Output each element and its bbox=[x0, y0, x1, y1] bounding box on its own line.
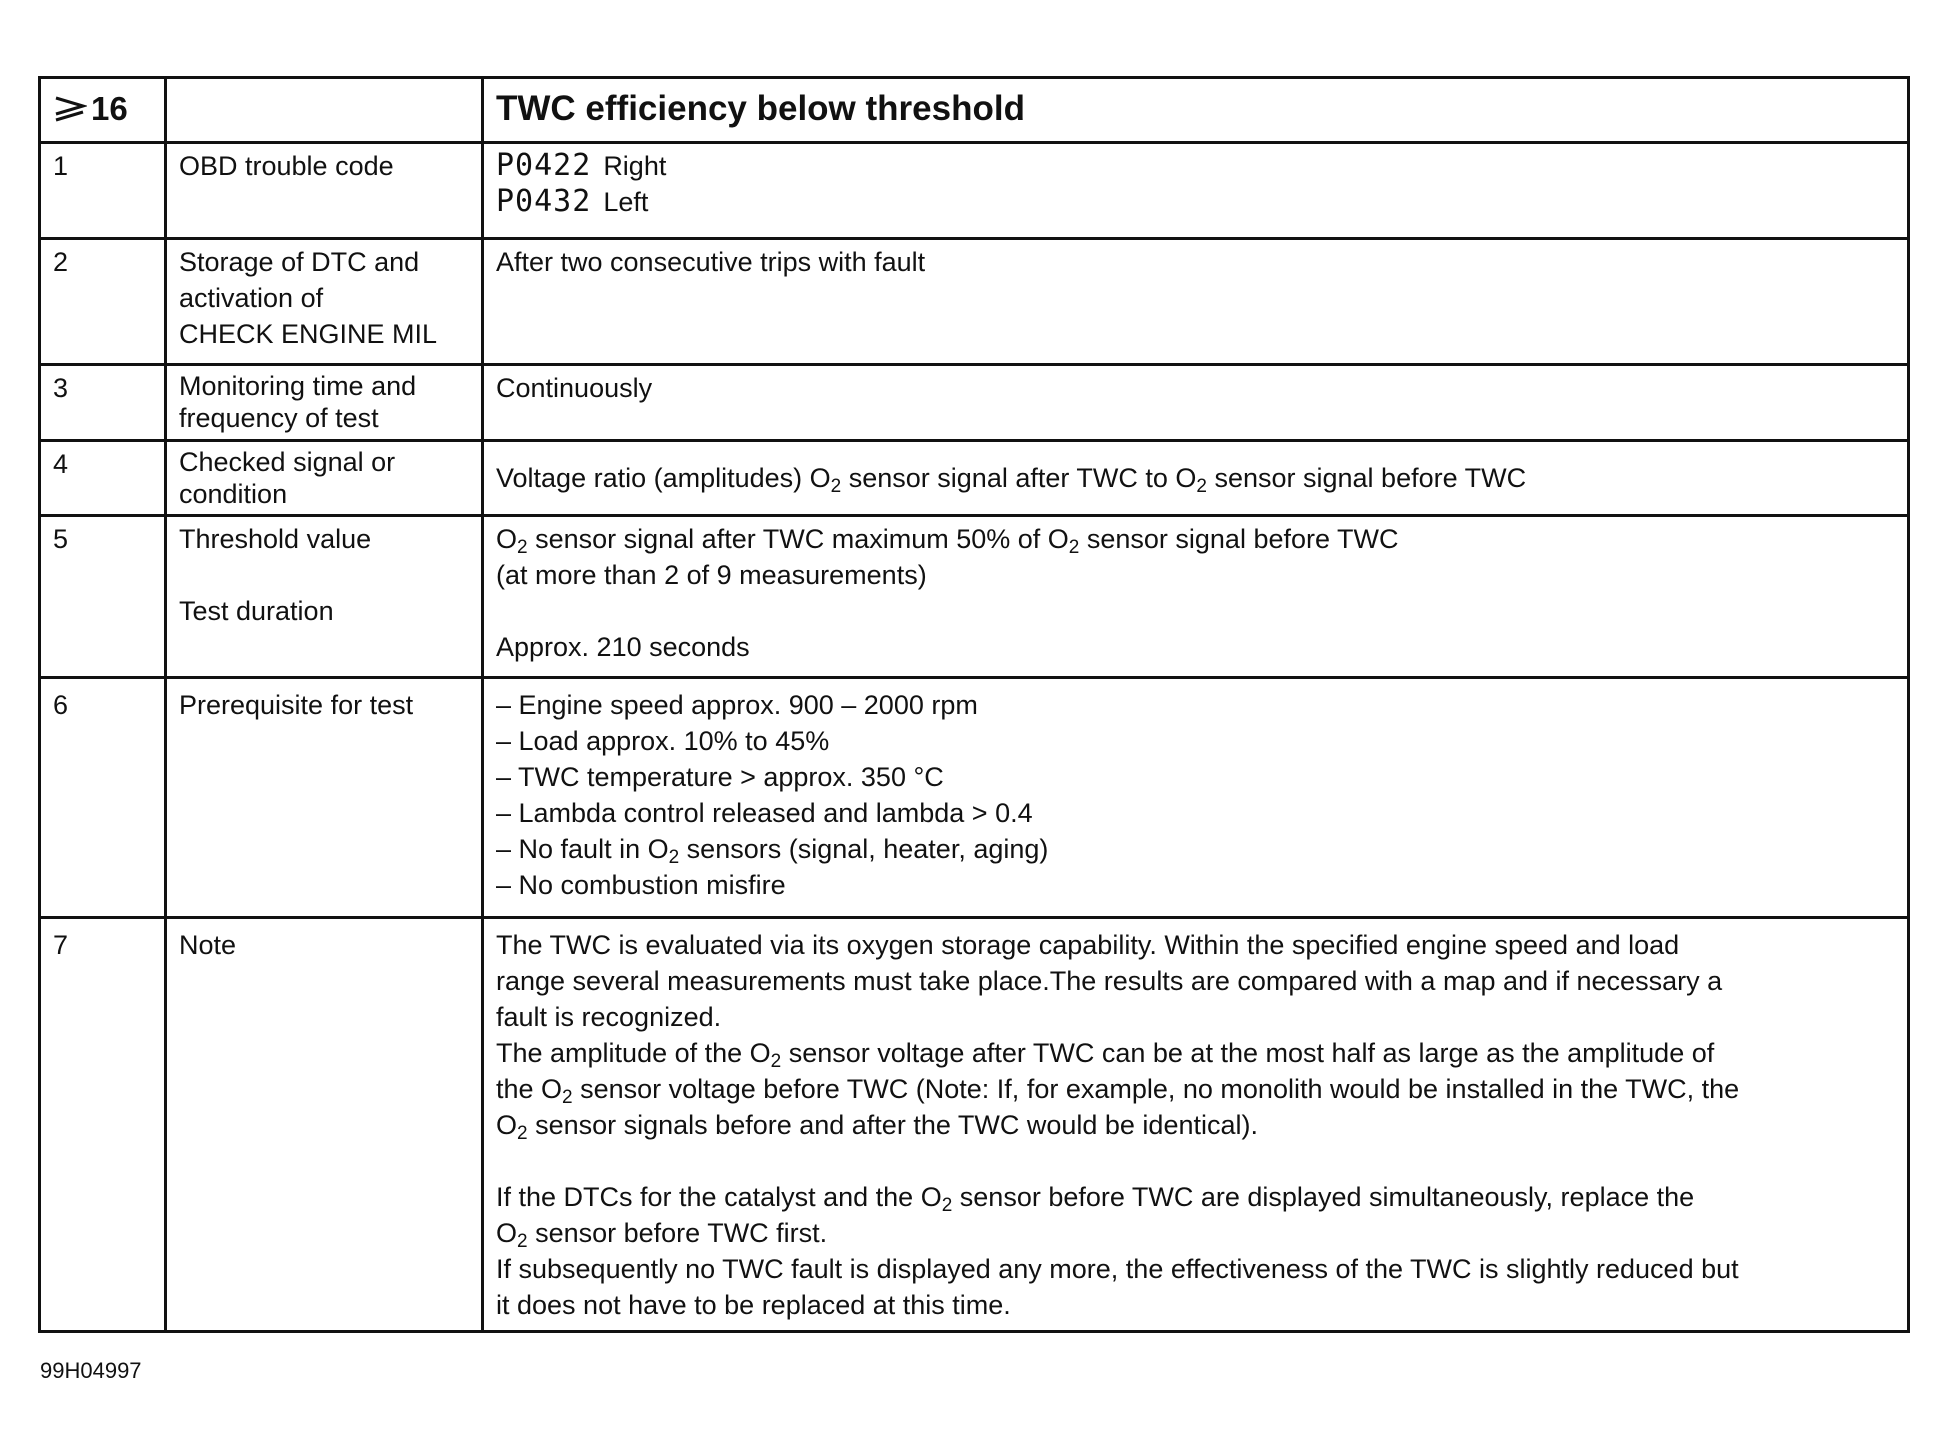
subscript: 2 bbox=[517, 1123, 528, 1145]
value-line bbox=[496, 521, 1895, 557]
row-number: 1 bbox=[40, 143, 166, 239]
table-row bbox=[40, 143, 1909, 239]
table-row bbox=[40, 516, 1909, 678]
trouble-code: P0422 bbox=[496, 148, 592, 184]
text-part: sensor before TWC are displayed simultaneously, replace the bbox=[952, 1182, 1695, 1213]
table-row bbox=[40, 918, 1909, 1332]
trouble-code-line bbox=[496, 184, 1895, 220]
subscript: 2 bbox=[517, 537, 528, 559]
list-item: – TWC temperature > approx. 350 °C bbox=[496, 762, 944, 793]
text-part: O bbox=[496, 1218, 518, 1249]
note-line bbox=[496, 1215, 1895, 1251]
subscript: 2 bbox=[941, 1195, 953, 1217]
note-line: range several measurements must take place.The results are compared with a map and if necessary a bbox=[496, 966, 1723, 997]
section-number-cell bbox=[40, 78, 166, 143]
table-row bbox=[40, 365, 1909, 441]
text-part: sensor signal after TWC to O bbox=[841, 463, 1197, 494]
row-number: 2 bbox=[40, 239, 166, 365]
text-part: sensor signal after TWC maximum 50% of O bbox=[527, 524, 1069, 555]
text-part: – No fault in O bbox=[496, 834, 669, 865]
label-line: activation of bbox=[179, 283, 324, 314]
text-part: sensor signal before TWC bbox=[1079, 524, 1399, 555]
trouble-code-line bbox=[496, 148, 1895, 184]
table-row bbox=[40, 441, 1909, 516]
list-item: – Load approx. 10% to 45% bbox=[496, 726, 830, 757]
list-item: – Engine speed approx. 900 – 2000 rpm bbox=[496, 690, 978, 721]
diagnostic-table bbox=[38, 76, 1910, 1333]
note-line: it does not have to be replaced at this time. bbox=[496, 1290, 1011, 1321]
row-label: OBD trouble code bbox=[166, 143, 483, 239]
row-label bbox=[166, 239, 483, 365]
figure-code: 99H04997 bbox=[40, 1358, 142, 1383]
list-item: – No combustion misfire bbox=[496, 870, 786, 901]
trouble-code-side: Right bbox=[603, 151, 667, 182]
text-part: sensor signals before and after the TWC would be identical). bbox=[527, 1110, 1258, 1141]
row-label bbox=[166, 516, 483, 678]
value-line: (at more than 2 of 9 measurements) bbox=[496, 560, 927, 591]
subscript: 2 bbox=[770, 1051, 782, 1073]
subscript: 2 bbox=[1196, 476, 1207, 498]
label-line: Checked signal or bbox=[179, 447, 396, 478]
label-line: CHECK ENGINE MIL bbox=[179, 319, 438, 350]
row-label: Prerequisite for test bbox=[166, 678, 483, 918]
text-part: Voltage ratio (amplitudes) O bbox=[496, 463, 831, 494]
subscript: 2 bbox=[517, 1231, 528, 1253]
text-part: sensor signal before TWC bbox=[1206, 463, 1527, 494]
subscript: 2 bbox=[668, 847, 680, 869]
text-part: sensor voltage after TWC can be at the most half as large as the amplitude of bbox=[781, 1038, 1715, 1069]
empty-header-cell bbox=[166, 78, 483, 143]
trouble-code-side: Left bbox=[603, 187, 649, 218]
note-line: fault is recognized. bbox=[496, 1002, 722, 1033]
text-part: The amplitude of the O bbox=[496, 1038, 771, 1069]
label-line: Monitoring time and bbox=[179, 371, 417, 402]
text-part: the O bbox=[496, 1074, 563, 1105]
row-number: 4 bbox=[40, 441, 166, 516]
text-part: O bbox=[496, 1110, 518, 1141]
text-part: sensor voltage before TWC (Note: If, for example, no monolith would be installed in the TWC, the bbox=[572, 1074, 1740, 1105]
section-number: 16 bbox=[91, 90, 128, 127]
note-line bbox=[496, 1107, 1895, 1143]
row-label bbox=[166, 365, 483, 441]
value-line: Approx. 210 seconds bbox=[496, 632, 750, 663]
row-value bbox=[483, 918, 1909, 1332]
text-part: If the DTCs for the catalyst and the O bbox=[496, 1182, 942, 1213]
row-value: Continuously bbox=[483, 365, 1909, 441]
list-item bbox=[496, 831, 1895, 867]
label-line: frequency of test bbox=[179, 403, 379, 434]
note-line bbox=[496, 1179, 1895, 1215]
subscript: 2 bbox=[1068, 537, 1080, 559]
subscript: 2 bbox=[562, 1087, 573, 1109]
row-value bbox=[483, 678, 1909, 918]
label-line: Threshold value bbox=[179, 524, 372, 555]
row-value: After two consecutive trips with fault bbox=[483, 239, 1909, 365]
text-part: sensor before TWC first. bbox=[527, 1218, 828, 1249]
note-line: If subsequently no TWC fault is displayed any more, the effectiveness of the TWC is slightly reduced but bbox=[496, 1254, 1739, 1285]
row-number: 3 bbox=[40, 365, 166, 441]
row-value bbox=[483, 143, 1909, 239]
row-value bbox=[483, 441, 1909, 516]
text-part: sensors (signal, heater, aging) bbox=[679, 834, 1049, 865]
table-row bbox=[40, 678, 1909, 918]
row-label: Note bbox=[166, 918, 483, 1332]
row-value bbox=[483, 516, 1909, 678]
subscript: 2 bbox=[830, 476, 842, 498]
note-line bbox=[496, 1035, 1895, 1071]
row-number: 6 bbox=[40, 678, 166, 918]
page-title: TWC efficiency below threshold bbox=[483, 78, 1909, 143]
list-item: – Lambda control released and lambda > 0.4 bbox=[496, 798, 1033, 829]
table-header-row bbox=[40, 78, 1909, 143]
note-line: The TWC is evaluated via its oxygen storage capability. Within the specified engine speed and load bbox=[496, 930, 1680, 961]
label-line: Test duration bbox=[179, 596, 334, 627]
note-line bbox=[496, 1071, 1895, 1107]
label-line: condition bbox=[179, 479, 288, 510]
row-number: 5 bbox=[40, 516, 166, 678]
trouble-code: P0432 bbox=[496, 184, 592, 220]
table-row bbox=[40, 239, 1909, 365]
row-label bbox=[166, 441, 483, 516]
row-number: 7 bbox=[40, 918, 166, 1332]
double-chevron-right-icon bbox=[53, 85, 87, 137]
label-line: Storage of DTC and bbox=[179, 247, 420, 278]
text-part: O bbox=[496, 524, 518, 555]
